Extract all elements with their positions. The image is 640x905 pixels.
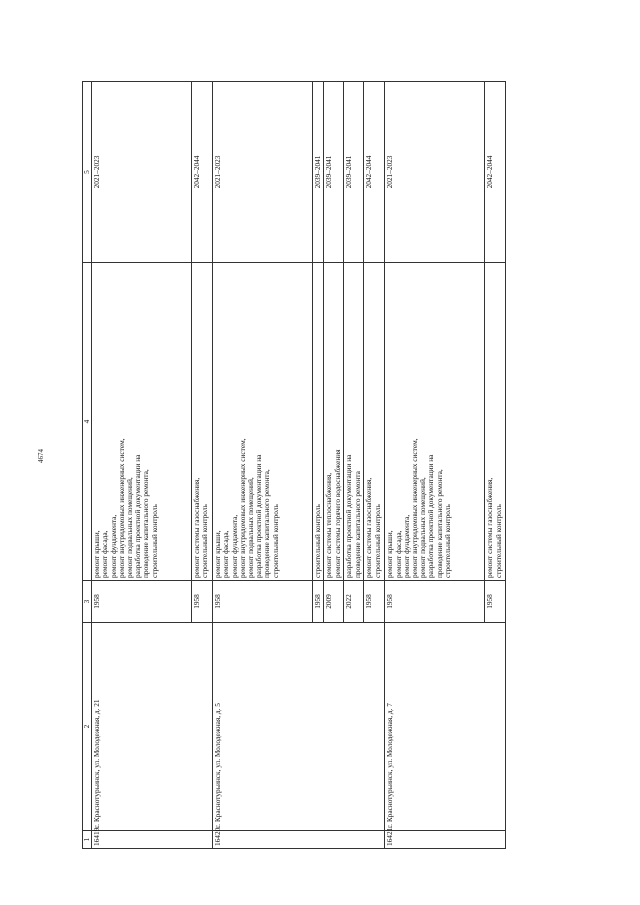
period-cell: 2021–2023 <box>213 82 313 263</box>
period-cell: 2021–2023 <box>385 82 485 263</box>
work-item: строительный контроль <box>493 504 503 578</box>
work-item: ремонт системы газоснабжения, <box>192 477 202 578</box>
period-cell: 2039–2041 <box>313 82 324 263</box>
year-cell: 1958 <box>385 581 485 623</box>
work-item: ремонт фундамента, <box>108 514 118 578</box>
work-item: ремонт системы газоснабжения, <box>364 477 374 578</box>
work-item: ремонт внутридомовых инженерных систем, <box>116 438 126 578</box>
year-cell: 1958 <box>364 581 385 623</box>
year-cell: 1958 <box>485 581 506 623</box>
works-cell <box>485 263 506 581</box>
year-cell: 1958 <box>313 581 324 623</box>
page-number: 4674 <box>37 449 45 463</box>
work-item: ремонт крыши, <box>385 530 395 578</box>
work-item: ремонт крыши, <box>92 530 102 578</box>
table-row <box>92 82 192 849</box>
works-cell <box>385 263 485 581</box>
work-item: разработка проектной документации на <box>344 454 354 578</box>
period-cell: 2042–2044 <box>192 82 213 263</box>
work-item: строительный контроль <box>313 504 323 578</box>
work-item: строительный контроль <box>200 504 210 578</box>
work-item: ремонт фасада, <box>221 530 231 578</box>
work-item: ремонт подвальных помещений, <box>418 477 428 578</box>
column-header-2: 2 <box>83 623 92 831</box>
work-item: разработка проектной документации на <box>426 454 436 578</box>
address-cell: г. Краснотурьинск, ул. Молодежная, д. 21 <box>92 623 213 831</box>
row-number: 16420. <box>213 831 385 849</box>
column-header-1: 1 <box>83 831 92 849</box>
table-row <box>385 82 485 849</box>
works-cell <box>92 263 192 581</box>
period-cell: 2039–2041 <box>324 82 344 263</box>
work-item: ремонт системы горячего водоснабжения <box>332 449 342 578</box>
work-item: ремонт фундамента, <box>401 514 411 578</box>
address-cell: г. Краснотурьинск, ул. Молодежная, д. 7 <box>385 623 506 831</box>
year-cell: 2022 <box>344 581 364 623</box>
period-cell: 2042–2044 <box>364 82 385 263</box>
work-item: разработка проектной документации на <box>254 454 264 578</box>
column-header-3: 3 <box>83 581 92 623</box>
work-item: ремонт крыши, <box>213 530 223 578</box>
work-item: ремонт фасада, <box>100 530 110 578</box>
work-item: ремонт внутридомовых инженерных систем, <box>410 438 420 578</box>
address-cell: г. Краснотурьинск, ул. Молодежная, д. 5 <box>213 623 385 831</box>
work-item: разработка проектной документации на <box>133 454 143 578</box>
work-item: ремонт фундамента, <box>229 514 239 578</box>
work-item: проведение капитального ремонта, <box>262 469 272 578</box>
work-item: строительный контроль <box>270 504 280 578</box>
row-number: 16419. <box>92 831 213 849</box>
works-cell <box>313 263 324 581</box>
work-item: ремонт подвальных помещений, <box>246 477 256 578</box>
period-cell: 2042–2044 <box>485 82 506 263</box>
work-item: строительный контроль <box>149 504 159 578</box>
works-cell <box>324 263 344 581</box>
works-cell <box>192 263 213 581</box>
works-cell <box>364 263 385 581</box>
year-cell: 1958 <box>192 581 213 623</box>
work-item: ремонт системы газоснабжения, <box>485 477 495 578</box>
period-cell: 2039–2041 <box>344 82 364 263</box>
document-page <box>82 82 530 849</box>
work-item: ремонт внутридомовых инженерных систем, <box>237 438 247 578</box>
column-header-4: 4 <box>83 263 92 581</box>
year-cell: 1958 <box>213 581 313 623</box>
work-item: строительный контроль <box>372 504 382 578</box>
works-cell <box>213 263 313 581</box>
work-item: ремонт подвальных помещений, <box>125 477 135 578</box>
year-cell: 2009 <box>324 581 344 623</box>
work-item: ремонт фасада, <box>393 530 403 578</box>
work-item: проведение капитального ремонта, <box>141 469 151 578</box>
work-item: проведение капитального ремонта <box>352 471 362 578</box>
row-number: 16421. <box>385 831 506 849</box>
year-cell: 1958 <box>92 581 192 623</box>
table-row <box>213 82 313 849</box>
column-header-5: 5 <box>83 82 92 263</box>
works-cell <box>344 263 364 581</box>
header-row <box>83 82 92 849</box>
work-item: ремонт системы теплоснабжения, <box>324 472 334 578</box>
work-item: строительный контроль <box>442 504 452 578</box>
capital-repair-table <box>82 81 506 849</box>
period-cell: 2021–2023 <box>92 82 192 263</box>
work-item: проведение капитального ремонта, <box>434 469 444 578</box>
